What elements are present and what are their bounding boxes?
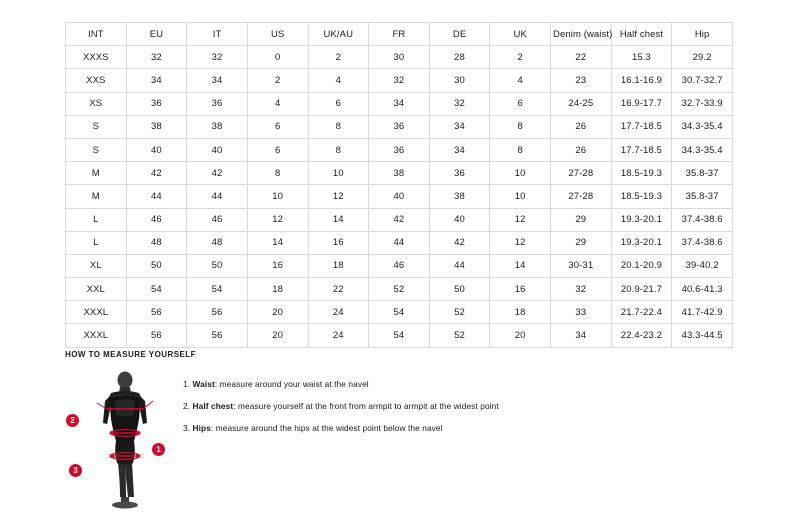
cell-denim-waist: 22 — [551, 46, 612, 69]
cell-fr: 54 — [369, 324, 430, 347]
table-row — [66, 254, 733, 277]
cell-int: XL — [66, 254, 127, 277]
cell-de: 52 — [429, 301, 490, 324]
cell-uk-au: 12 — [308, 185, 369, 208]
cell-fr: 40 — [369, 185, 430, 208]
cell-denim-waist: 26 — [551, 115, 612, 138]
cell-eu: 34 — [126, 69, 187, 92]
cell-uk: 12 — [490, 231, 551, 254]
size-chart-head — [66, 23, 733, 46]
cell-uk: 8 — [490, 138, 551, 161]
cell-de: 42 — [429, 231, 490, 254]
cell-us: 8 — [247, 162, 308, 185]
cell-us: 2 — [247, 69, 308, 92]
size-chart-table — [65, 22, 733, 348]
cell-half-chest: 20.9-21.7 — [611, 278, 672, 301]
cell-fr: 30 — [369, 46, 430, 69]
cell-uk-au: 2 — [308, 46, 369, 69]
cell-denim-waist: 33 — [551, 301, 612, 324]
cell-uk: 2 — [490, 46, 551, 69]
column-header-int: INT — [66, 23, 127, 46]
cell-de: 50 — [429, 278, 490, 301]
cell-int: S — [66, 138, 127, 161]
cell-fr: 32 — [369, 69, 430, 92]
cell-uk-au: 22 — [308, 278, 369, 301]
cell-denim-waist: 29 — [551, 231, 612, 254]
cell-eu: 32 — [126, 46, 187, 69]
cell-eu: 42 — [126, 162, 187, 185]
how-to-measure-body — [65, 369, 733, 509]
cell-uk: 14 — [490, 254, 551, 277]
cell-us: 20 — [247, 324, 308, 347]
instruction-term-half-chest: Half chest — [192, 401, 234, 412]
callout-marker-3: 3 — [69, 464, 82, 477]
cell-denim-waist: 27-28 — [551, 185, 612, 208]
cell-int: XS — [66, 92, 127, 115]
cell-uk: 6 — [490, 92, 551, 115]
table-row — [66, 278, 733, 301]
column-header-hip: Hip — [672, 23, 733, 46]
cell-uk: 10 — [490, 185, 551, 208]
cell-eu: 54 — [126, 278, 187, 301]
cell-int: XXL — [66, 278, 127, 301]
cell-denim-waist: 27-28 — [551, 162, 612, 185]
column-header-uk-au: UK/AU — [308, 23, 369, 46]
cell-eu: 46 — [126, 208, 187, 231]
cell-it: 36 — [187, 92, 248, 115]
cell-uk: 12 — [490, 208, 551, 231]
cell-us: 12 — [247, 208, 308, 231]
table-row — [66, 162, 733, 185]
cell-it: 40 — [187, 138, 248, 161]
cell-int: L — [66, 208, 127, 231]
measure-instruction-waist — [183, 379, 733, 390]
cell-half-chest: 20.1-20.9 — [611, 254, 672, 277]
cell-hip: 37.4-38.6 — [672, 208, 733, 231]
instruction-text-waist: : measure around your waist at the navel — [214, 379, 369, 389]
cell-int: L — [66, 231, 127, 254]
cell-eu: 50 — [126, 254, 187, 277]
instruction-index-1: 1. — [183, 379, 191, 389]
cell-uk-au: 8 — [308, 115, 369, 138]
cell-eu: 56 — [126, 324, 187, 347]
cell-uk: 8 — [490, 115, 551, 138]
column-header-uk: UK — [490, 23, 551, 46]
cell-de: 28 — [429, 46, 490, 69]
cell-half-chest: 22.4-23.2 — [611, 324, 672, 347]
cell-it: 50 — [187, 254, 248, 277]
cell-de: 44 — [429, 254, 490, 277]
cell-uk-au: 8 — [308, 138, 369, 161]
cell-int: M — [66, 185, 127, 208]
cell-de: 52 — [429, 324, 490, 347]
cell-eu: 40 — [126, 138, 187, 161]
cell-hip: 40.6-41.3 — [672, 278, 733, 301]
cell-de: 36 — [429, 162, 490, 185]
cell-fr: 38 — [369, 162, 430, 185]
cell-hip: 30.7-32.7 — [672, 69, 733, 92]
cell-eu: 44 — [126, 185, 187, 208]
cell-hip: 34.3-35.4 — [672, 115, 733, 138]
cell-uk-au: 10 — [308, 162, 369, 185]
cell-uk-au: 24 — [308, 301, 369, 324]
cell-int: M — [66, 162, 127, 185]
cell-fr: 54 — [369, 301, 430, 324]
cell-half-chest: 19.3-20.1 — [611, 208, 672, 231]
cell-it: 42 — [187, 162, 248, 185]
cell-uk: 4 — [490, 69, 551, 92]
callout-marker-2: 2 — [66, 414, 79, 427]
cell-denim-waist: 34 — [551, 324, 612, 347]
cell-it: 46 — [187, 208, 248, 231]
cell-fr: 36 — [369, 115, 430, 138]
cell-half-chest: 15.3 — [611, 46, 672, 69]
cell-us: 4 — [247, 92, 308, 115]
table-row — [66, 69, 733, 92]
how-to-measure-section — [65, 350, 733, 509]
cell-half-chest: 21.7-22.4 — [611, 301, 672, 324]
table-row — [66, 46, 733, 69]
instruction-index-2: 2. — [183, 401, 191, 412]
cell-int: XXXS — [66, 46, 127, 69]
cell-uk-au: 24 — [308, 324, 369, 347]
cell-denim-waist: 26 — [551, 138, 612, 161]
cell-half-chest: 16.1-16.9 — [611, 69, 672, 92]
measure-instructions-list — [183, 369, 733, 446]
table-row — [66, 138, 733, 161]
cell-de: 40 — [429, 208, 490, 231]
cell-fr: 42 — [369, 208, 430, 231]
instruction-term-waist: Waist — [192, 379, 215, 389]
instruction-index-3: 3. — [183, 423, 191, 434]
cell-fr: 44 — [369, 231, 430, 254]
table-row — [66, 324, 733, 347]
cell-hip: 34.3-35.4 — [672, 138, 733, 161]
mannequin-illustration — [93, 371, 157, 509]
cell-half-chest: 18.5-19.3 — [611, 185, 672, 208]
cell-denim-waist: 24-25 — [551, 92, 612, 115]
cell-uk: 16 — [490, 278, 551, 301]
size-chart-body — [66, 46, 733, 347]
cell-it: 44 — [187, 185, 248, 208]
cell-hip: 35.8-37 — [672, 185, 733, 208]
measure-instruction-hips — [183, 423, 733, 434]
cell-uk: 10 — [490, 162, 551, 185]
cell-hip: 41.7-42.9 — [672, 301, 733, 324]
cell-uk: 20 — [490, 324, 551, 347]
cell-us: 6 — [247, 115, 308, 138]
cell-fr: 34 — [369, 92, 430, 115]
cell-hip: 37.4-38.6 — [672, 231, 733, 254]
cell-int: XXXL — [66, 301, 127, 324]
column-header-denim-waist: Denim (waist) — [551, 23, 612, 46]
cell-uk-au: 6 — [308, 92, 369, 115]
cell-half-chest: 17.7-18.5 — [611, 115, 672, 138]
column-header-us: US — [247, 23, 308, 46]
cell-uk-au: 18 — [308, 254, 369, 277]
cell-eu: 36 — [126, 92, 187, 115]
cell-us: 18 — [247, 278, 308, 301]
cell-de: 34 — [429, 138, 490, 161]
cell-half-chest: 19.3-20.1 — [611, 231, 672, 254]
cell-int: XXXL — [66, 324, 127, 347]
cell-hip: 29.2 — [672, 46, 733, 69]
table-row — [66, 92, 733, 115]
column-header-it: IT — [187, 23, 248, 46]
cell-eu: 48 — [126, 231, 187, 254]
column-header-half-chest: Half chest — [611, 23, 672, 46]
how-to-measure-title: HOW TO MEASURE YOURSELF — [65, 350, 196, 359]
cell-de: 34 — [429, 115, 490, 138]
callout-marker-1: 1 — [152, 443, 165, 456]
cell-us: 0 — [247, 46, 308, 69]
cell-uk-au: 14 — [308, 208, 369, 231]
column-header-fr: FR — [369, 23, 430, 46]
table-header-row — [66, 23, 733, 46]
cell-denim-waist: 29 — [551, 208, 612, 231]
instruction-term-hips: Hips — [192, 423, 211, 434]
cell-fr: 36 — [369, 138, 430, 161]
cell-hip: 35.8-37 — [672, 162, 733, 185]
cell-uk-au: 4 — [308, 69, 369, 92]
cell-int: S — [66, 115, 127, 138]
cell-us: 6 — [247, 138, 308, 161]
column-header-de: DE — [429, 23, 490, 46]
cell-it: 34 — [187, 69, 248, 92]
table-row — [66, 208, 733, 231]
cell-eu: 38 — [126, 115, 187, 138]
cell-uk: 18 — [490, 301, 551, 324]
cell-eu: 56 — [126, 301, 187, 324]
cell-denim-waist: 32 — [551, 278, 612, 301]
instruction-text-half-chest: : measure yourself at the front from armpit to armpit at the widest point — [233, 401, 499, 412]
cell-fr: 46 — [369, 254, 430, 277]
cell-it: 56 — [187, 324, 248, 347]
table-row — [66, 301, 733, 324]
cell-us: 10 — [247, 185, 308, 208]
cell-de: 30 — [429, 69, 490, 92]
cell-us: 14 — [247, 231, 308, 254]
table-row — [66, 231, 733, 254]
cell-half-chest: 16.9-17.7 — [611, 92, 672, 115]
table-row — [66, 115, 733, 138]
cell-us: 16 — [247, 254, 308, 277]
cell-hip: 43.3-44.5 — [672, 324, 733, 347]
size-chart-container — [65, 22, 733, 348]
cell-denim-waist: 23 — [551, 69, 612, 92]
cell-uk-au: 16 — [308, 231, 369, 254]
cell-half-chest: 17.7-18.5 — [611, 138, 672, 161]
column-header-eu: EU — [126, 23, 187, 46]
cell-hip: 32.7-33.9 — [672, 92, 733, 115]
mannequin-figure-container — [65, 369, 183, 509]
measure-instruction-half-chest — [183, 401, 733, 412]
cell-it: 32 — [187, 46, 248, 69]
cell-de: 38 — [429, 185, 490, 208]
cell-fr: 52 — [369, 278, 430, 301]
instruction-text-hips: : measure around the hips at the widest point below the navel — [210, 423, 443, 434]
cell-denim-waist: 30-31 — [551, 254, 612, 277]
cell-hip: 39-40.2 — [672, 254, 733, 277]
cell-de: 32 — [429, 92, 490, 115]
table-row — [66, 185, 733, 208]
cell-it: 38 — [187, 115, 248, 138]
cell-it: 48 — [187, 231, 248, 254]
cell-int: XXS — [66, 69, 127, 92]
cell-us: 20 — [247, 301, 308, 324]
cell-it: 54 — [187, 278, 248, 301]
cell-it: 56 — [187, 301, 248, 324]
cell-half-chest: 18.5-19.3 — [611, 162, 672, 185]
